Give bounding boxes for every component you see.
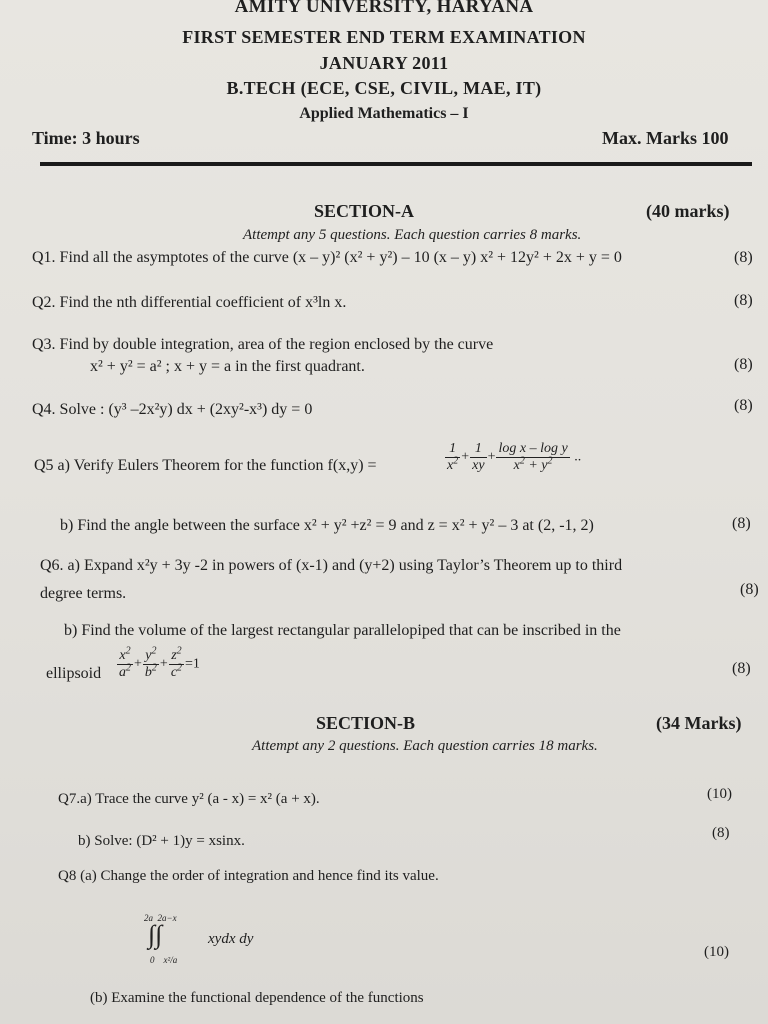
q6a-marks: (8) [740,581,759,598]
q8a-text: Q8 (a) Change the order of integration and hence find its value. [58,868,439,884]
q8a-integrand: xydx dy [208,931,254,947]
q4-text: Q4. Solve : (y³ –2x²y) dx + (2xy²-x³) dy = 0 [32,401,313,418]
section-a-title: SECTION-A [314,201,415,221]
max-marks: Max. Marks 100 [602,128,729,148]
exam-session: JANUARY 2011 [319,53,449,73]
q3-marks: (8) [734,356,753,373]
q5b-text: b) Find the angle between the surface x² + y² +z² = 9 and z = x² + y² – 3 at (2, -1, 2) [60,517,594,534]
q5a-text: Q5 a) Verify Eulers Theorem for the function f(x,y) = [34,457,377,474]
q4-marks: (8) [734,397,753,414]
exam-time: Time: 3 hours [32,128,140,148]
q5b-marks: (8) [732,515,751,532]
q6a-text: Q6. a) Expand x²y + 3y -2 in powers of (x-1) and (y+2) using Taylor’s Theorem up to third [40,557,623,574]
fraction-1-xy: $\frac{1}{xy}$ [472,441,485,473]
q1-marks: (8) [734,249,753,266]
section-a-marks: (40 marks) [646,201,730,221]
fraction-1-x2: $\frac{1}{x^2}$ [447,441,459,473]
integral-limits-lower: 0 x²/a [150,955,178,965]
header-rule [40,162,752,166]
q6a-text-line2: degree terms. [40,585,127,602]
fraction-log: $\frac{\text{log x – log y}}{x^2 + y^2}$ [498,441,568,473]
q7a-text: Q7.a) Trace the curve y² (a - x) = x² (a + x). [58,791,320,807]
q3-text: Q3. Find by double integration, area of the region enclosed by the curve [32,336,494,353]
subject-title: Applied Mathematics – I [299,105,469,122]
q6b-marks: (8) [732,660,751,677]
university-name: AMITY UNIVERSITY, HARYANA [234,0,534,17]
q2-marks: (8) [734,292,753,309]
integral-limits-upper: 2a 2a−x [144,913,177,923]
q8b-text: (b) Examine the functional dependence of the functions [90,990,424,1006]
program-title: B.TECH (ECE, CSE, CIVIL, MAE, IT) [226,78,542,98]
section-a-instructions: Attempt any 5 questions. Each question carries 8 marks. [243,227,582,243]
q3-text-line2: x² + y² = a² ; x + y = a in the first quadrant. [90,358,365,375]
q8a-marks: (10) [704,944,729,960]
q6b-text-line2: ellipsoid [46,665,102,682]
q7a-marks: (10) [707,786,732,802]
section-b-title: SECTION-B [316,713,416,733]
exam-title: FIRST SEMESTER END TERM EXAMINATION [182,27,586,47]
q7b-text: b) Solve: (D² + 1)y = xsinx. [78,833,245,849]
section-b-instructions: Attempt any 2 questions. Each question carries 18 marks. [252,738,598,754]
section-b-marks: (34 Marks) [656,713,742,733]
q2-text: Q2. Find the nth differential coefficient of x³ln x. [32,294,347,311]
integral-sign: ∫∫ [148,920,163,949]
q5a-function: $\frac{1}{x^2}$ + $\frac{1}{xy}$ + $\frac{\text{log x – log y}}{x^2 + y^2}$ .. [447,441,582,473]
q7b-marks: (8) [712,825,730,841]
ellipsoid-equation: $\frac{x^2}{a^2}$ + $\frac{y^2}{b^2}$ + $\frac{z^2}{c^2}$ =1 [119,645,200,680]
q6b-text: b) Find the volume of the largest rectangular parallelopiped that can be inscribed in the [64,622,621,639]
q1-text: Q1. Find all the asymptotes of the curve (x – y)² (x² + y²) – 10 (x – y) x² + 12y² + 2x + y = 0 [32,249,622,266]
